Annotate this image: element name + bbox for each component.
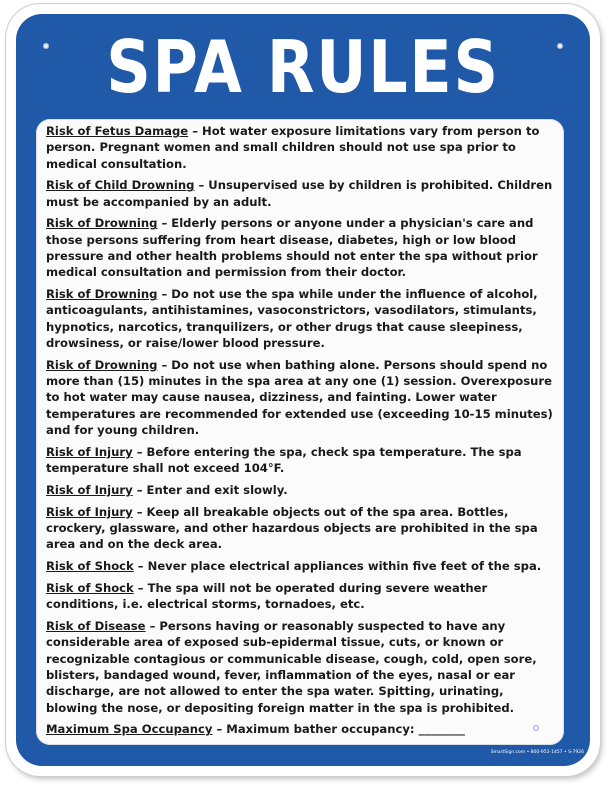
rule-item — [46, 580, 558, 613]
rule-item — [46, 721, 558, 737]
rule-heading: Risk of Injury — [46, 504, 133, 519]
rule-text: – Keep all breakable objects out of the spa area. Bottles, crockery, glassware, and other hazardous objects are prohibited in the spa area and on the deck area. — [46, 504, 538, 552]
rule-heading: Risk of Drowning — [46, 287, 158, 302]
rule-text: – Persons having or reasonably suspected to have any considerable area of exposed sub-epidermal tissue, cuts, or known or recognizable contagious or communicable disease, cough, cold, open sore, blisters, bandaged wound, fever, inflammation of the eyes, nasal or ear discharge, are not allowed to enter the spa water. Spitting, urinating, blowing the nose, or depositing foreign matter in the spa is prohibited. — [46, 619, 537, 715]
rule-text: – The spa will not be operated during severe weather conditions, i.e. electrical storms, tornadoes, etc. — [46, 580, 488, 612]
rule-heading: Risk of Disease — [46, 619, 146, 634]
rule-heading: Risk of Injury — [46, 444, 133, 459]
rule-text: – Elderly persons or anyone under a physician's care and those persons suffering from heart disease, diabetes, high or low blood pressure and other health problems should not enter the spa without prior medical consultation and permission from their doctor. — [46, 216, 538, 280]
sign-title: SPA RULES — [106, 25, 500, 109]
rule-text: – Maximum bather occupancy: ________ — [212, 722, 465, 737]
rule-heading: Risk of Shock — [46, 580, 134, 595]
rule-item — [46, 504, 558, 553]
rule-heading: Risk of Drowning — [46, 216, 158, 231]
rule-heading: Maximum Spa Occupancy — [46, 722, 213, 737]
rule-item — [46, 482, 558, 498]
rule-text: – Enter and exit slowly. — [132, 482, 288, 497]
rule-text: – Unsupervised use by children is prohibited. Children must be accompanied by an adult. — [46, 178, 553, 209]
rule-item — [46, 357, 558, 438]
rule-item — [46, 286, 558, 351]
rule-heading: Risk of Drowning — [46, 357, 158, 372]
mounting-hole-icon — [557, 43, 563, 49]
rule-text: – Before entering the spa, check spa temperature. The spa temperature shall not exceed 104°F. — [46, 444, 522, 476]
rule-heading: Risk of Fetus Damage — [46, 124, 189, 138]
rule-item — [46, 177, 558, 210]
rules-list — [46, 123, 558, 743]
rule-text: – Do not use when bathing alone. Persons should spend no more than (15) minutes in the spa area at any one (1) session. Overexposure to hot water may cause nausea, dizziness, and fainting. Lower water temperatures are recommended for extended use (exceeding 10-15 minutes) and for young children. — [46, 357, 553, 438]
rule-heading: Risk of Child Drowning — [46, 178, 195, 193]
mounting-hole-icon — [43, 43, 49, 49]
rule-text: – Hot water exposure limitations vary from person to person. Pregnant women and small children should not use spa prior to medical consultation. — [46, 124, 540, 171]
rule-item — [46, 215, 558, 280]
rule-heading: Risk of Shock — [46, 559, 134, 574]
rule-text: – Never place electrical appliances within five feet of the spa. — [133, 559, 542, 574]
rule-item — [46, 123, 558, 172]
rule-heading: Risk of Injury — [46, 482, 133, 497]
sign-footer: SmartSign.com • 800-952-1457 • S-7926 — [490, 750, 584, 755]
rule-item — [46, 558, 558, 574]
rule-item — [46, 618, 558, 716]
rule-text: – Do not use the spa while under the influence of alcohol, anticoagulants, antihistamines, vasoconstrictors, vasodilators, stimulants, hypnotics, narcotics, tranquilizers, or other drugs that cause sleepiness, drowsiness, or raise/lower blood pressure. — [46, 287, 538, 351]
rule-item — [46, 444, 558, 477]
